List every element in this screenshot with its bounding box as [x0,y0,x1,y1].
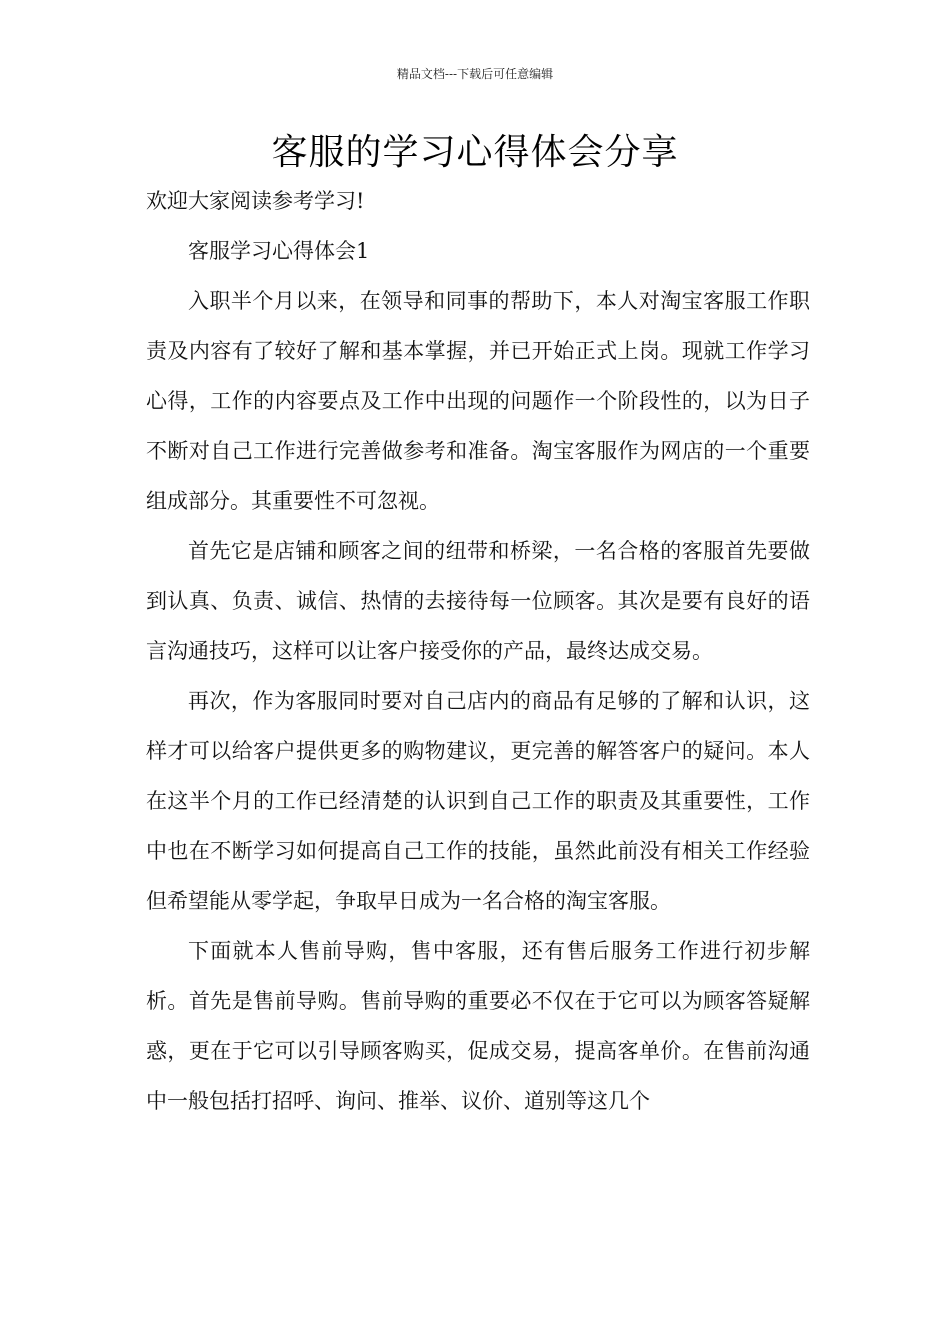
section-heading: 客服学习心得体会1 [188,239,370,263]
greeting-paragraph: 欢迎大家阅读参考学习! [146,189,365,213]
body-paragraph: 再次，作为客服同时要对自己店内的商品有足够的了解和认识，这样才可以给客户提供更多的购物建议，更完善的解答客户的疑问。本人在这半个月的工作已经清楚的认识到自己工作的职责及其重要性，工作中也在不断学习如何提高自己工作的技能，虽然此前没有相关工作经验但希望能从零学起，争取早日成为一名合格的淘宝客服。 [146,689,810,913]
body-paragraph: 首先它是店铺和顾客之间的纽带和桥梁，一名合格的客服首先要做到认真、负责、诚信、热情的去接待每一位顾客。其次是要有良好的语言沟通技巧，这样可以让客户接受你的产品，最终达成交易。 [146,539,810,663]
body-paragraph: 入职半个月以来，在领导和同事的帮助下，本人对淘宝客服工作职责及内容有了较好了解和基本掌握，并已开始正式上岗。现就工作学习心得，工作的内容要点及工作中出现的问题作一个阶段性的，以为日子不断对自己工作进行完善做参考和准备。淘宝客服作为网店的一个重要组成部分。其重要性不可忽视。 [146,289,810,513]
body-paragraph: 下面就本人售前导购，售中客服，还有售后服务工作进行初步解析。首先是售前导购。售前导购的重要必不仅在于它可以为顾客答疑解惑，更在于它可以引导顾客购买，促成交易，提高客单价。在售前沟通中一般包括打招呼、询问、推举、议价、道别等这几个 [146,939,810,1113]
header-note: 精品文档---下载后可任意编辑 [396,67,554,81]
document-title: 客服的学习心得体会分享 [271,132,679,173]
document-body [146,176,810,1126]
